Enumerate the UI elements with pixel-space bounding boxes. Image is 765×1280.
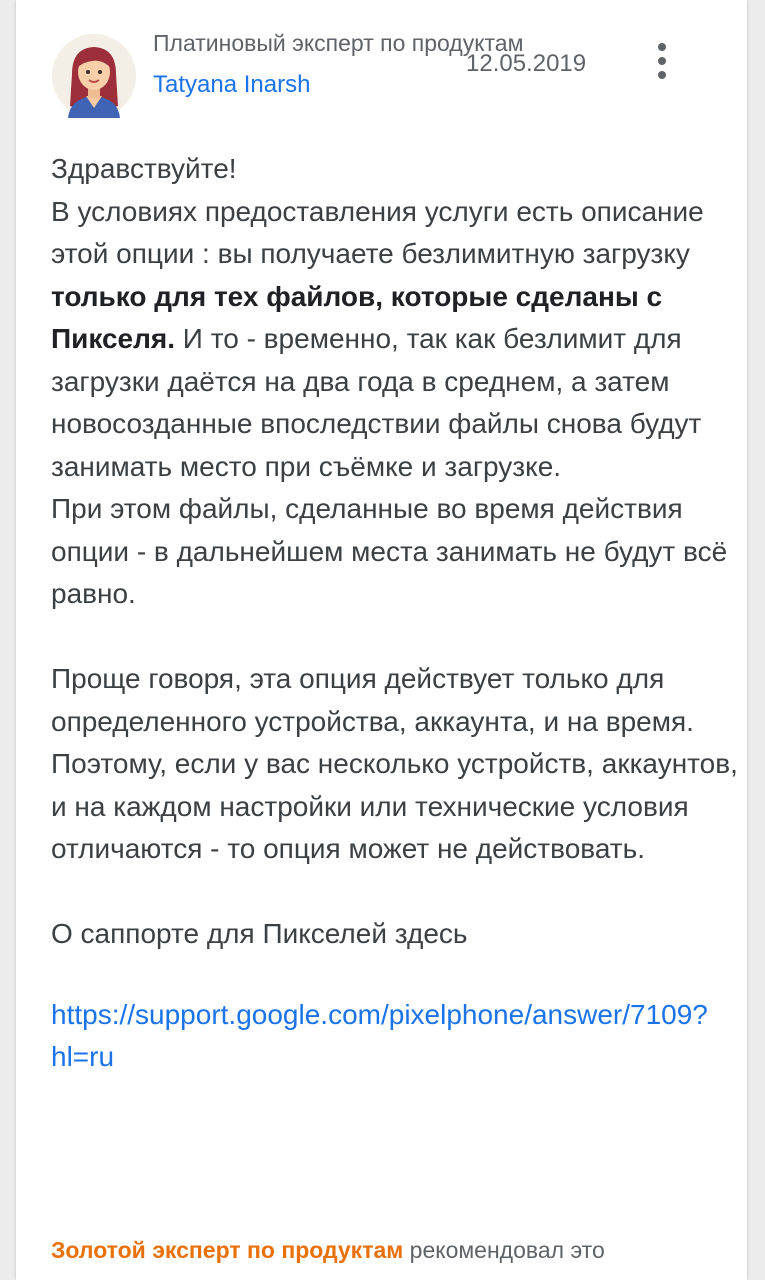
post-date: 12.05.2019	[466, 50, 587, 77]
greeting-text: Здравствуйте!	[51, 153, 237, 184]
spacer	[51, 956, 741, 994]
recommendation-text: рекомендовал это	[403, 1237, 605, 1263]
support-link-line-1[interactable]: https://support.google.com/pixelphone/answer/7109?	[51, 998, 708, 1030]
paragraph-5: О саппорте для Пикселей здесь	[51, 918, 468, 949]
support-link-line-2[interactable]: hl=ru	[51, 1041, 115, 1072]
author-badge-title: Платиновый эксперт по продуктам	[153, 30, 524, 56]
gold-expert-badge: Золотой эксперт по продуктам	[51, 1237, 404, 1263]
answer-card	[16, 0, 747, 1280]
author-name-link[interactable]: Tatyana Inarsh	[153, 71, 311, 98]
paragraph-2: При этом файлы, сделанные во время действия опции - в дальнейшем места занимать не будут всё равно.	[51, 493, 728, 609]
paragraph-4: Поэтому, если у вас несколько устройств, аккаунтов, и на каждом настройки или технические условия отличаются - то опция может не действовать.	[51, 748, 738, 864]
more-vert-icon-dot	[658, 71, 666, 79]
author-avatar[interactable]	[52, 34, 136, 118]
spacer	[51, 616, 741, 659]
more-options-button[interactable]	[646, 38, 678, 84]
support-link[interactable]	[51, 994, 741, 1079]
paragraph-1-end: И то - временно, так как безлимит для загрузки даётся на два года в среднем, а затем новосозданные впоследствии файлы снова будут занимать место при съёмке и загрузке.	[51, 323, 702, 482]
avatar-woman-icon	[52, 34, 136, 118]
paragraph-3: Проще говоря, эта опция действует только для определенного устройства, аккаунта, и на время.	[51, 663, 694, 737]
paragraph-1-start: В условиях предоставления услуги есть описание этой опции : вы получаете безлимитную загрузку	[51, 195, 704, 269]
more-vert-icon-dot	[658, 57, 666, 65]
more-vert-icon	[658, 43, 666, 51]
post-body	[51, 148, 741, 1079]
paragraph-1	[51, 191, 741, 489]
spacer	[51, 871, 741, 914]
paragraph-1-bold: только для тех файлов, которые сделаны с Пикселя.	[51, 280, 663, 354]
recommendation-line	[51, 1236, 605, 1264]
